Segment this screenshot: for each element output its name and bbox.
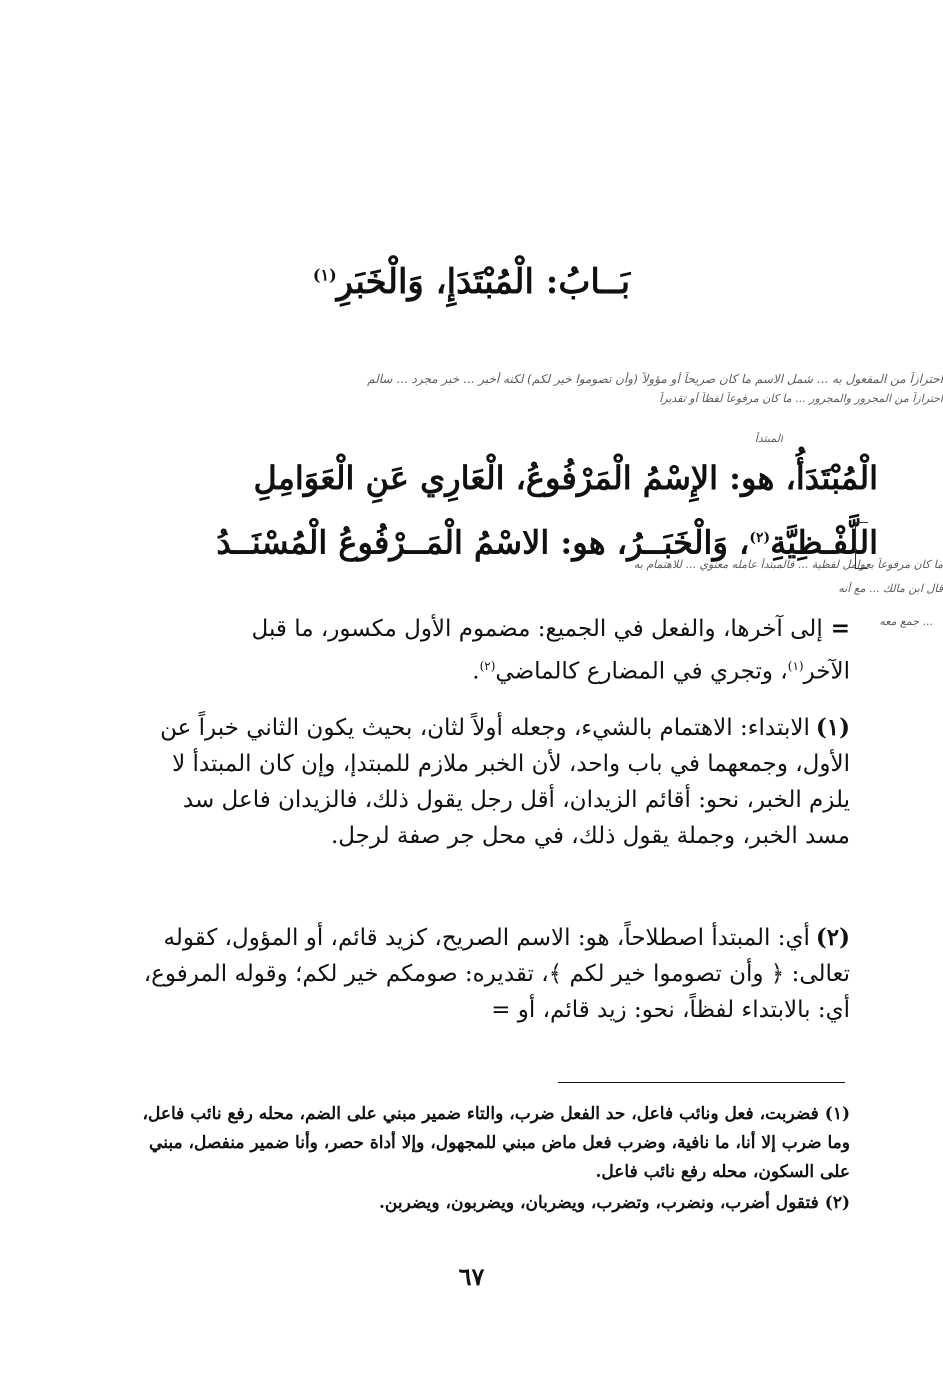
handwritten-note: احترازاً من المجرور والمجرور ... ما كان مرفوعاً لفظاً أو تقديراً [659,392,943,405]
footnote-ref: (٢) [479,659,496,673]
footnote-number: (١) [824,1104,850,1124]
continuation-segment: . [472,658,480,685]
footnote-number: (٢) [824,1193,850,1213]
handwritten-note: المبتدأ [754,432,783,445]
footnotes [140,1100,850,1220]
footnote-text: فضربت، فعل ونائب فاعل، حد الفعل ضرب، والتاء ضمير مبني على الضم، محله رفع نائب فاعل، وما ضرب إلا أنا، ما نافية، وضرب فعل ماض مبني للمجهول، وإلا أداة حصر، وأنا ضمير منفصل، مبني على السكون، محله رفع نائب فاعل. [142,1104,850,1182]
continuation-segment: ، وتجري في المضارع كالماضي [495,658,788,685]
chapter-note-ref: (١) [312,265,337,285]
commentary-text: الابتداء: الاهتمام بالشيء، وجعله أولاً لثان، بحيث يكون الثاني خبراً عن الأول، وجمعهما في باب واحد، لأن الخبر ملازم للمبتدإ، وإن كان المبتدأ لا يلزم الخبر، نحو: أقائم الزيدان، أقل رجل يقول ذلك، فالزيدان فاعل سد مسد الخبر، وجملة يقول ذلك، في محل جر صفة لرجل. [160,715,850,849]
definition-line: الْمُبْتَدَأُ، هو: الإِسْمُ الْمَرْفُوعُ، الْعَارِي عَنِ الْعَوَامِلِ [253,459,878,497]
definition-segment: اللَّفْـظِيَّةِ [770,523,878,562]
chapter-title-text: بَــابُ: الْمُبْتَدَإِ، وَالْخَبَرِ [336,262,631,302]
commentary-number: (١) [815,714,850,741]
page-number: ٦٧ [458,1262,485,1291]
footnote-divider [558,1082,845,1083]
continuation-segment: الآخر [803,658,850,685]
commentary-2 [140,920,850,1028]
continuation-line [140,610,850,648]
continuation-line [140,648,850,691]
footnote-ref: (١) [787,659,804,673]
commentary-1 [140,710,850,854]
main-definition [140,448,878,573]
continuation-segment: إلى آخرها، والفعل في الجميع: مضموم الأول مكسور، ما قبل [251,616,823,642]
handwritten-note: قال ابن مالك ... مع أنه [838,582,943,595]
commentary-number: (٢) [815,924,850,951]
handwritten-note: ما كان مرفوعاً بعوامل لفظية ... فالمبتدأ عامله معنوي ... للاهتمام به [633,558,943,571]
footnote [140,1189,850,1218]
handwritten-note: احترازاً من المفعول به ... شمل الاسم ما كان صريحاً أو مؤولاً (وأن تصوموا خير لكم) لكنه أخبر ... خبر مجرد ... سالم [367,372,943,386]
continuation-mark: = [830,615,850,642]
continuation-text [140,610,850,691]
footnote [140,1100,850,1187]
chapter-title [0,262,943,302]
definition-segment: ، وَالْخَبَــرُ، هو: الاسْمُ الْمَــرْفُوعُ الْمُسْنَــدُ [216,523,750,562]
commentary-text: أي: المبتدأ اصطلاحاً، هو: الاسم الصريح، كزيد قائم، أو المؤول، كقوله تعالى: ﴿ وأن تصوموا خير لكم ﴾، تقديره: صومكم خير لكم؛ وقوله المرفوع، أي: بالابتداء لفظاً، نحو: زيد قائم، أو = [143,925,850,1023]
handwritten-note: ... جمع معه [879,615,933,628]
footnote-ref: (٢) [749,530,771,546]
footnote-text: فتقول أضرب، ونضرب، وتضرب، ويضربان، ويضربون، ويضربن. [378,1193,819,1213]
